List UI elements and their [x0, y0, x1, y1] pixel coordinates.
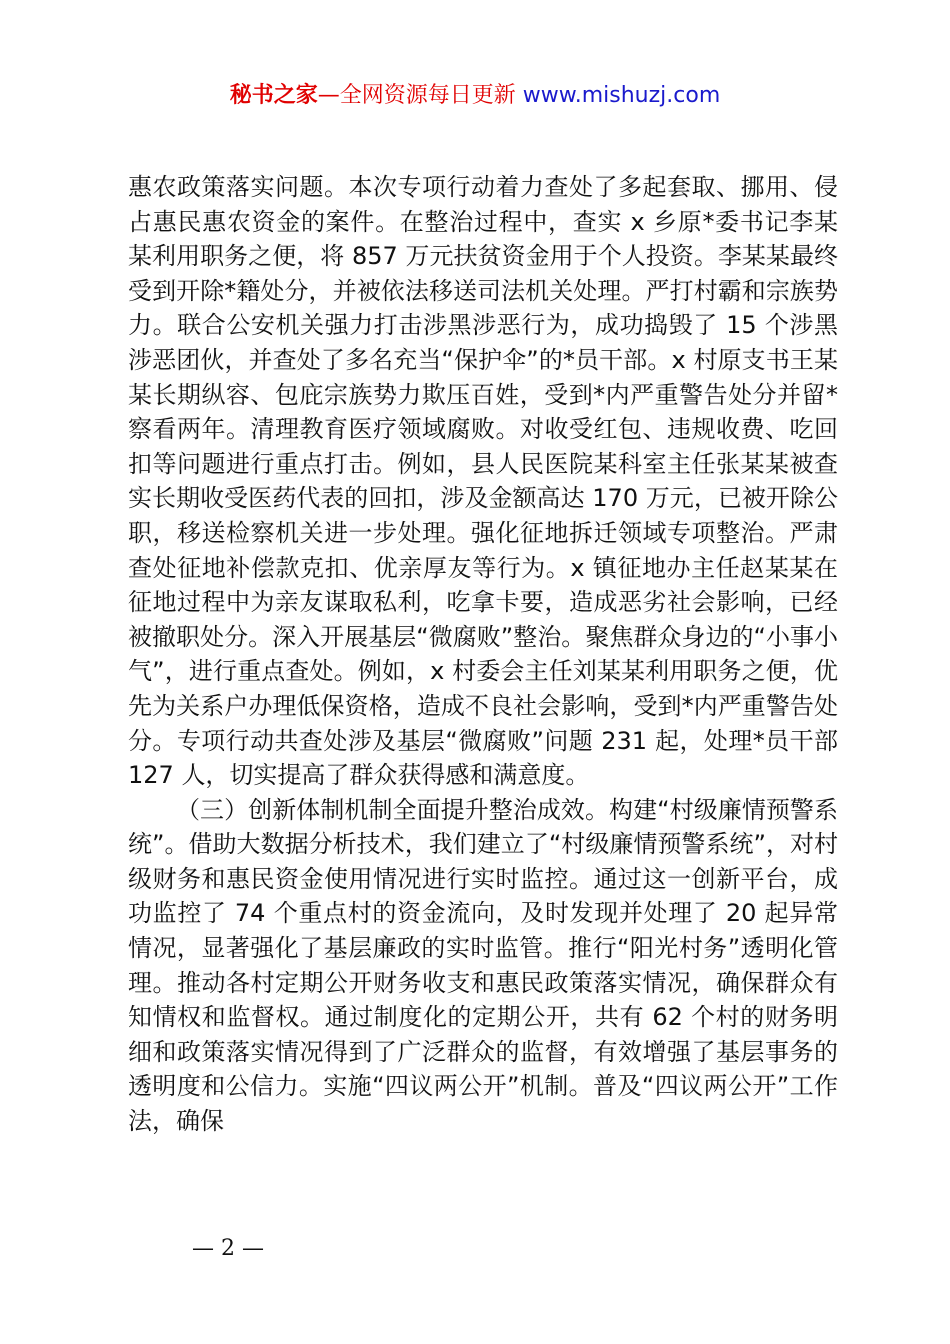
- header-tagline: —全网资源每日更新: [317, 83, 523, 108]
- body-paragraph-2: （三）创新体制机制全面提升整治成效。构建“村级廉情预警系统”。借助大数据分析技术，我们建立了“村级廉情预警系统”，对村级财务和惠民资金使用情况进行实时监控。通过这一创新平台，成功监控了 74 个重点村的资金流向，及时发现并处理了 20 起异常情况，显著强化了基层廉政的实时监管。推行“阳光村务”透明化管理。推动各村定期公开财务收支和惠民政策落实情况，确保群众有知情权和监督权。通过制度化的定期公开，共有 62 个村的财务明细和政策落实情况得到了广泛群众的监督，有效增强了基层事务的透明度和公信力。实施“四议两公开”机制。普及“四议两公开”工作法，确保: [128, 795, 838, 1136]
- header-url-link[interactable]: www.mishuzj.com: [522, 83, 721, 108]
- body-paragraph-1: 惠农政策落实问题。本次专项行动着力查处了多起套取、挪用、侵占惠民惠农资金的案件。在整治过程中，查实 x 乡原*委书记李某某利用职务之便，将 857 万元扶贫资金用于个人投资。李某某最终受到开除*籍处分，并被依法移送司法机关处理。严打村霸和宗族势力。联合公安机关强力打击涉黑涉恶行为，成功捣毁了 15 个涉黑涉恶团伙，并查处了多名充当“保护伞”的*员干部。x 村原支书王某某长期纵容、包庇宗族势力欺压百姓，受到*内严重警告处分并留*察看两年。清理教育医疗领域腐败。对收受红包、违规收费、吃回扣等问题进行重点打击。例如，县人民医院某科室主任张某某被查实长期收受医药代表的回扣，涉及金额高达 170 万元，已被开除公职，移送检察机关进一步处理。强化征地拆迁领域专项整治。严肃查处征地补偿款克扣、优亲厚友等行为。x 镇征地办主任赵某某在征地过程中为亲友谋取私利，吃拿卡要，造成恶劣社会影响，已经被撤职处分。深入开展基层“微腐败”整治。聚焦群众身边的“小事小气”，进行重点查处。例如，x 村委会主任刘某某利用职务之便，优先为关系户办理低保资格，造成不良社会影响，受到*内严重警告处分。专项行动共查处涉及基层“微腐败”问题 231 起，处理*员干部 127 人，切实提高了群众获得感和满意度。: [128, 173, 838, 790]
- page-header: [0, 80, 950, 112]
- header-brand: 秘书之家: [229, 83, 318, 108]
- page-number: — 2 —: [192, 1236, 264, 1261]
- document-body: [128, 170, 838, 1139]
